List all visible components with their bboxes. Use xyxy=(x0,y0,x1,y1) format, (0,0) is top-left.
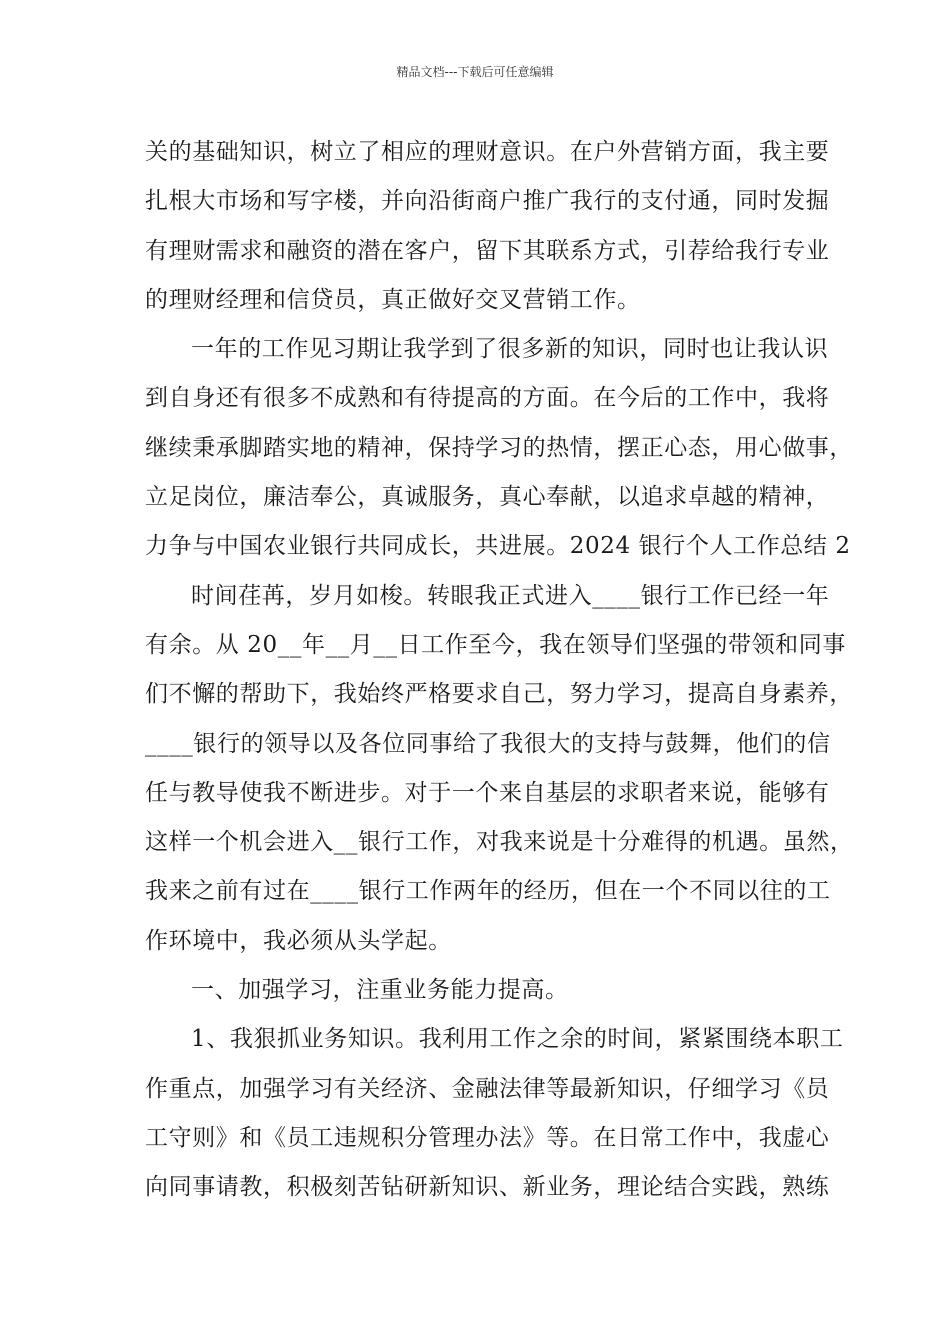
text-line: 们不懈的帮助下，我始终严格要求自己，努力学习，提高自身素养， xyxy=(145,681,853,708)
document-body xyxy=(145,128,854,1213)
text-line: 这样一个机会进入__银行工作，对我来说是十分难得的机遇。虽然， xyxy=(145,829,854,856)
page-header: 精品文档---下载后可任意编辑 xyxy=(396,65,554,79)
text-line: 我来之前有过在____银行工作两年的经历，但在一个不同以往的工 xyxy=(145,878,831,905)
text-line: 作环境中，我必须从头学起。 xyxy=(145,927,452,954)
text-line: 关的基础知识，树立了相应的理财意识。在户外营销方面，我主要 xyxy=(145,139,830,165)
paragraph-first-line: 一年的工作见习期让我学到了很多新的知识，同时也让我认识 xyxy=(191,336,829,363)
text-line: 有理财需求和融资的潜在客户，留下其联系方式，引荐给我行专业 xyxy=(145,237,830,264)
text-line: 立足岗位，廉洁奉公，真诚服务，真心奉献，以追求卓越的精神， xyxy=(145,484,830,511)
text-line: 有余。从 20__年__月__日工作至今，我在领导们坚强的带领和同事 xyxy=(145,631,846,658)
text-line: 继续秉承脚踏实地的精神，保持学习的热情，摆正心态，用心做事， xyxy=(145,434,853,461)
text-line: 到自身还有很多不成熟和有待提高的方面。在今后的工作中，我将 xyxy=(145,385,830,412)
text-line: 扎根大市场和写字楼，并向沿街商户推广我行的支付通，同时发掘 xyxy=(145,188,830,215)
text-line: 工守则》和《员工违规积分管理办法》等。在日常工作中，我虚心 xyxy=(145,1124,830,1151)
text-line: 向同事请教，积极刻苦钻研新知识、新业务，理论结合实践，熟练 xyxy=(145,1174,830,1201)
paragraph-first-line: 1、我狠抓业务知识。我利用工作之余的时间，紧紧围绕本职工 xyxy=(191,1026,844,1053)
text-line: 作重点，加强学习有关经济、金融法律等最新知识，仔细学习《员 xyxy=(145,1075,830,1102)
text-line: 力争与中国农业银行共同成长，共进展。2024 银行个人工作总结 2 xyxy=(145,533,851,560)
section-heading: 一、加强学习，注重业务能力提高。 xyxy=(191,977,569,1004)
paragraph-first-line: 时间荏苒，岁月如梭。转眼我正式进入____银行工作已经一年 xyxy=(191,582,830,609)
text-line: 任与教导使我不断进步。对于一个来自基层的求职者来说，能够有 xyxy=(145,779,830,806)
text-line: ____银行的领导以及各位同事给了我很大的支持与鼓舞，他们的信 xyxy=(145,730,831,757)
text-line: 的理财经理和信贷员，真正做好交叉营销工作。 xyxy=(145,286,641,313)
